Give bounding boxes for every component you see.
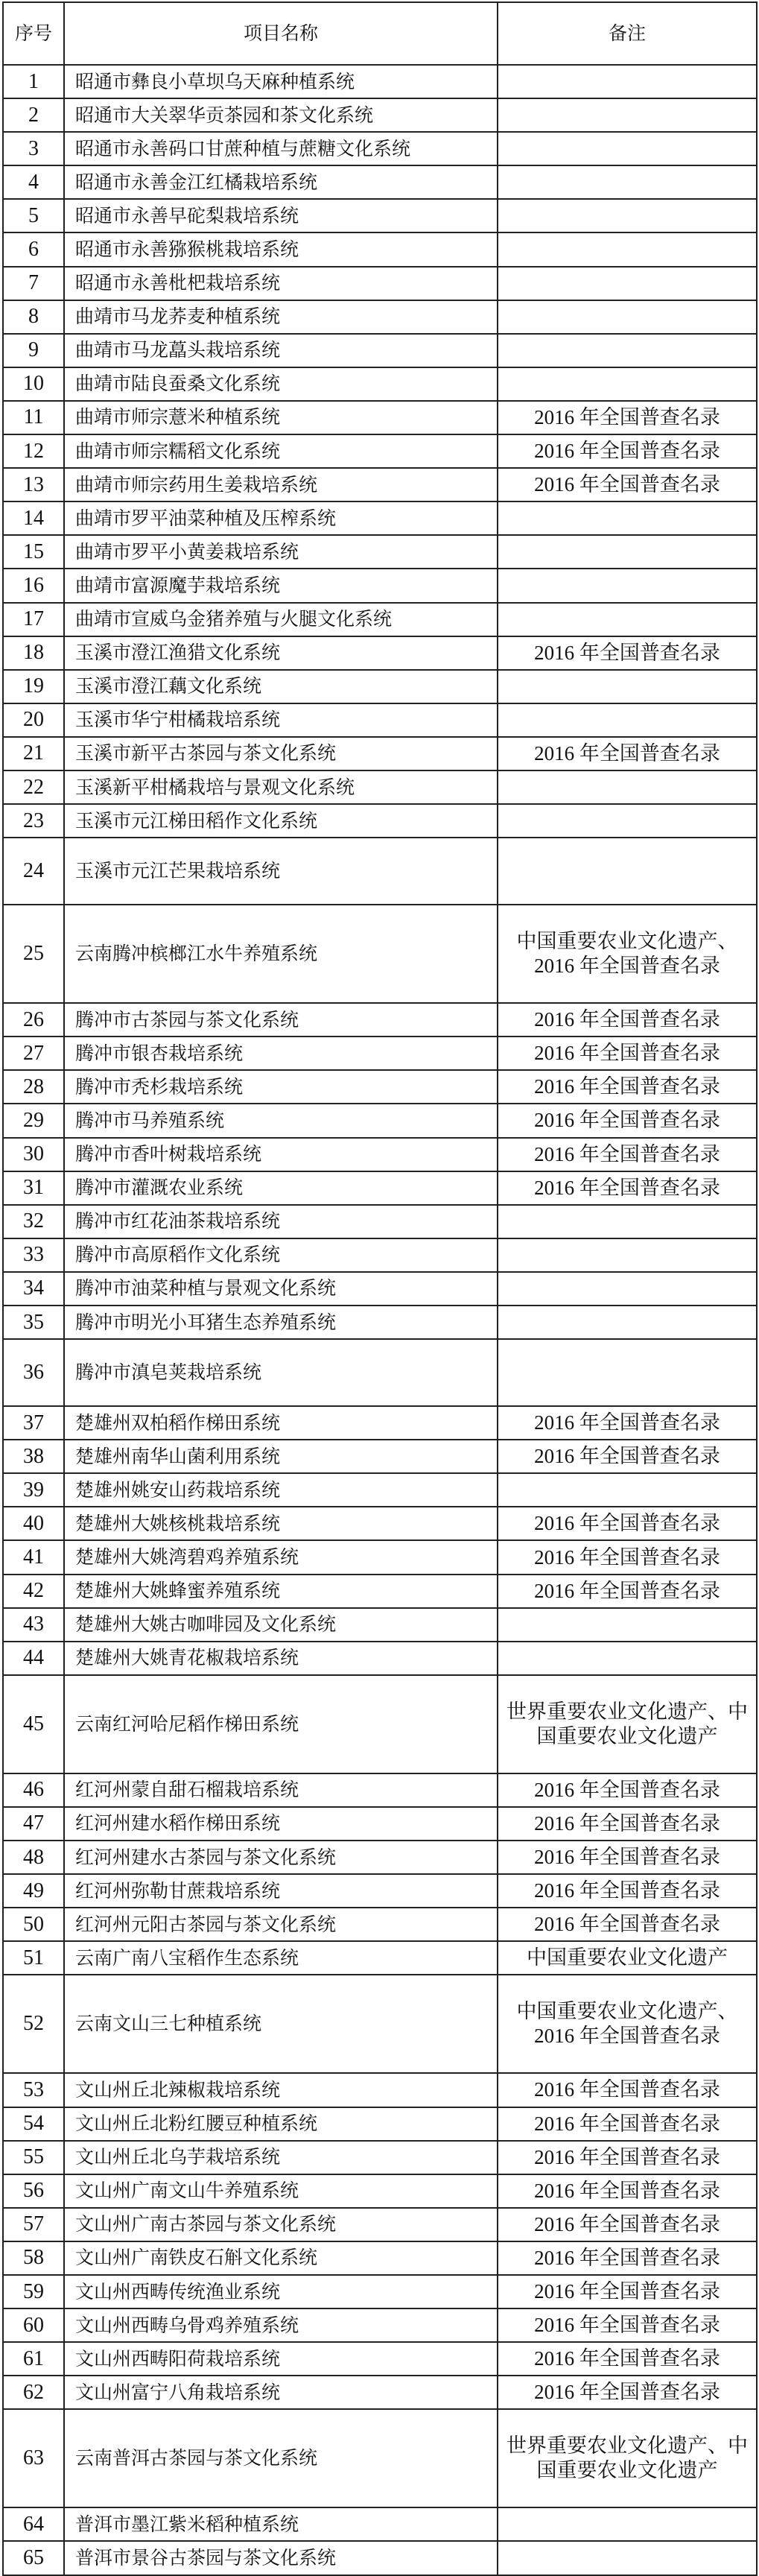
row-number: 32	[3, 1205, 64, 1238]
remark: 2016 年全国普查名录	[498, 1003, 757, 1037]
row-number: 2	[3, 98, 64, 132]
remark: 2016 年全国普查名录	[498, 1540, 757, 1574]
remark: 中国重要农业文化遗产	[498, 1941, 757, 1975]
remark: 2016 年全国普查名录	[498, 1507, 757, 1540]
remark: 2016 年全国普查名录	[498, 1807, 757, 1841]
remark	[498, 1272, 757, 1306]
row-number: 4	[3, 165, 64, 199]
project-name: 腾冲市香叶树栽培系统	[64, 1138, 498, 1171]
table-row	[3, 199, 757, 232]
remark: 2016 年全国普查名录	[498, 1138, 757, 1171]
project-name: 玉溪新平柑橘栽培与景观文化系统	[64, 770, 498, 804]
table-row	[3, 468, 757, 501]
project-name: 文山州丘北乌芋栽培系统	[64, 2141, 498, 2174]
remark: 2016 年全国普查名录	[498, 2141, 757, 2174]
remark	[498, 670, 757, 703]
remark: 2016 年全国普查名录	[498, 2241, 757, 2275]
row-number: 59	[3, 2275, 64, 2308]
row-number: 25	[3, 905, 64, 1003]
remark: 2016 年全国普查名录	[498, 1171, 757, 1205]
project-name: 云南腾冲槟榔江水牛养殖系统	[64, 905, 498, 1003]
row-number: 42	[3, 1575, 64, 1608]
row-number: 33	[3, 1238, 64, 1272]
table-row	[3, 670, 757, 703]
project-name: 文山州丘北辣椒栽培系统	[64, 2073, 498, 2107]
remark: 2016 年全国普查名录	[498, 468, 757, 501]
remark	[498, 1205, 757, 1238]
row-number: 27	[3, 1037, 64, 1070]
row-number: 24	[3, 838, 64, 905]
row-number: 28	[3, 1070, 64, 1104]
project-name: 普洱市墨江紫米稻种植系统	[64, 2507, 498, 2541]
table-row	[3, 1003, 757, 1037]
row-number: 34	[3, 1272, 64, 1306]
project-name: 昭通市永善枇杷栽培系统	[64, 267, 498, 300]
row-number: 22	[3, 770, 64, 804]
table-row	[3, 1975, 757, 2073]
table-row	[3, 2541, 757, 2575]
project-name: 玉溪市澄江藕文化系统	[64, 670, 498, 703]
project-name: 腾冲市马养殖系统	[64, 1104, 498, 1137]
project-name: 曲靖市师宗糯稻文化系统	[64, 434, 498, 468]
table-row	[3, 2208, 757, 2241]
remark	[498, 535, 757, 569]
project-name: 曲靖市师宗薏米种植系统	[64, 401, 498, 434]
remark	[498, 703, 757, 737]
row-number: 7	[3, 267, 64, 300]
remark: 2016 年全国普查名录	[498, 1406, 757, 1440]
row-number: 8	[3, 300, 64, 334]
row-number: 13	[3, 468, 64, 501]
row-number: 45	[3, 1675, 64, 1773]
row-number: 9	[3, 334, 64, 367]
project-name: 玉溪市元江芒果栽培系统	[64, 838, 498, 905]
project-name: 腾冲市明光小耳猪生态养殖系统	[64, 1306, 498, 1339]
remark	[498, 199, 757, 232]
row-number: 62	[3, 2376, 64, 2409]
table-row	[3, 1675, 757, 1773]
project-name: 玉溪市元江梯田稻作文化系统	[64, 804, 498, 838]
remark	[498, 2507, 757, 2541]
row-number: 16	[3, 569, 64, 602]
project-name: 楚雄州大姚古咖啡园及文化系统	[64, 1608, 498, 1642]
row-number: 60	[3, 2308, 64, 2342]
table-row	[3, 535, 757, 569]
row-number: 15	[3, 535, 64, 569]
project-name: 楚雄州双柏稻作梯田系统	[64, 1406, 498, 1440]
remark	[498, 367, 757, 401]
table-row	[3, 2275, 757, 2308]
project-name: 楚雄州姚安山药栽培系统	[64, 1473, 498, 1507]
table-row	[3, 1608, 757, 1642]
row-number: 52	[3, 1975, 64, 2073]
table-row	[3, 232, 757, 266]
row-number: 41	[3, 1540, 64, 1574]
project-name: 昭通市永善码口甘蔗种植与蔗糖文化系统	[64, 132, 498, 165]
table-row	[3, 2376, 757, 2409]
table-row	[3, 1406, 757, 1440]
table-row	[3, 98, 757, 132]
remark	[498, 232, 757, 266]
table-row	[3, 1238, 757, 1272]
table-row	[3, 1440, 757, 1473]
table-row	[3, 703, 757, 737]
table-row	[3, 2107, 757, 2141]
remark: 2016 年全国普查名录	[498, 2174, 757, 2208]
row-number: 29	[3, 1104, 64, 1137]
table-row	[3, 1306, 757, 1339]
row-number: 12	[3, 434, 64, 468]
remark	[498, 2541, 757, 2575]
table-row	[3, 501, 757, 535]
remark: 2016 年全国普查名录	[498, 2208, 757, 2241]
table-row	[3, 2342, 757, 2376]
remark	[498, 1339, 757, 1406]
remark: 世界重要农业文化遗产、中国重要农业文化遗产	[498, 2409, 757, 2507]
remark: 2016 年全国普查名录	[498, 2073, 757, 2107]
row-number: 58	[3, 2241, 64, 2275]
row-number: 14	[3, 501, 64, 535]
table-row	[3, 334, 757, 367]
project-name: 云南红河哈尼稻作梯田系统	[64, 1675, 498, 1773]
remark	[498, 165, 757, 199]
remark	[498, 300, 757, 334]
remark: 2016 年全国普查名录	[498, 2308, 757, 2342]
row-number: 6	[3, 232, 64, 266]
remark: 中国重要农业文化遗产、2016 年全国普查名录	[498, 905, 757, 1003]
project-name: 腾冲市灌溉农业系统	[64, 1171, 498, 1205]
row-number: 51	[3, 1941, 64, 1975]
remark	[498, 267, 757, 300]
remark: 2016 年全国普查名录	[498, 2275, 757, 2308]
remark: 2016 年全国普查名录	[498, 2342, 757, 2376]
remark	[498, 1306, 757, 1339]
row-number: 19	[3, 670, 64, 703]
row-number: 18	[3, 636, 64, 670]
table-row	[3, 2241, 757, 2275]
project-name: 曲靖市罗平油菜种植及压榨系统	[64, 501, 498, 535]
table-header	[3, 2, 757, 65]
header-row	[3, 2, 757, 65]
row-number: 49	[3, 1874, 64, 1908]
project-name: 红河州建水稻作梯田系统	[64, 1807, 498, 1841]
row-number: 35	[3, 1306, 64, 1339]
project-name: 曲靖市马龙荞麦种植系统	[64, 300, 498, 334]
remark	[498, 132, 757, 165]
table-row	[3, 1473, 757, 1507]
table-row	[3, 737, 757, 770]
heritage-table	[2, 1, 758, 2576]
project-name: 腾冲市古茶园与茶文化系统	[64, 1003, 498, 1037]
table-row	[3, 1138, 757, 1171]
remark: 2016 年全国普查名录	[498, 2376, 757, 2409]
table-row	[3, 1908, 757, 1941]
table-row	[3, 1171, 757, 1205]
remark: 2016 年全国普查名录	[498, 401, 757, 434]
table-row	[3, 65, 757, 98]
table-row	[3, 905, 757, 1003]
project-name: 楚雄州大姚湾碧鸡养殖系统	[64, 1540, 498, 1574]
header-no: 序号	[3, 2, 64, 65]
row-number: 46	[3, 1773, 64, 1807]
row-number: 40	[3, 1507, 64, 1540]
remark: 2016 年全国普查名录	[498, 2107, 757, 2141]
remark: 2016 年全国普查名录	[498, 1037, 757, 1070]
row-number: 53	[3, 2073, 64, 2107]
row-number: 50	[3, 1908, 64, 1941]
row-number: 56	[3, 2174, 64, 2208]
table-row	[3, 2507, 757, 2541]
table-row	[3, 2073, 757, 2107]
row-number: 61	[3, 2342, 64, 2376]
row-number: 30	[3, 1138, 64, 1171]
table-row	[3, 838, 757, 905]
table-row	[3, 1205, 757, 1238]
table-row	[3, 1540, 757, 1574]
project-name: 腾冲市秃杉栽培系统	[64, 1070, 498, 1104]
table-row	[3, 1507, 757, 1540]
project-name: 昭通市永善金江红橘栽培系统	[64, 165, 498, 199]
project-name: 文山州西畴乌骨鸡养殖系统	[64, 2308, 498, 2342]
remark	[498, 1473, 757, 1507]
remark: 2016 年全国普查名录	[498, 434, 757, 468]
row-number: 31	[3, 1171, 64, 1205]
project-name: 曲靖市师宗药用生姜栽培系统	[64, 468, 498, 501]
project-name: 昭通市大关翠华贡茶园和茶文化系统	[64, 98, 498, 132]
table-row	[3, 2308, 757, 2342]
project-name: 红河州建水古茶园与茶文化系统	[64, 1841, 498, 1874]
project-name: 曲靖市陆良蚕桑文化系统	[64, 367, 498, 401]
project-name: 腾冲市银杏栽培系统	[64, 1037, 498, 1070]
remark	[498, 1608, 757, 1642]
table-row	[3, 165, 757, 199]
remark	[498, 65, 757, 98]
table-row	[3, 367, 757, 401]
project-name: 红河州元阳古茶园与茶文化系统	[64, 1908, 498, 1941]
project-name: 腾冲市油菜种植与景观文化系统	[64, 1272, 498, 1306]
table-row	[3, 1037, 757, 1070]
table-row	[3, 1773, 757, 1807]
project-name: 玉溪市华宁柑橘栽培系统	[64, 703, 498, 737]
remark: 2016 年全国普查名录	[498, 1773, 757, 1807]
project-name: 文山州广南铁皮石斛文化系统	[64, 2241, 498, 2275]
remark	[498, 603, 757, 636]
table-row	[3, 770, 757, 804]
project-name: 红河州弥勒甘蔗栽培系统	[64, 1874, 498, 1908]
row-number: 38	[3, 1440, 64, 1473]
project-name: 楚雄州大姚青花椒栽培系统	[64, 1642, 498, 1675]
project-name: 曲靖市罗平小黄姜栽培系统	[64, 535, 498, 569]
remark: 2016 年全国普查名录	[498, 1874, 757, 1908]
row-number: 64	[3, 2507, 64, 2541]
table-row	[3, 804, 757, 838]
remark	[498, 501, 757, 535]
row-number: 10	[3, 367, 64, 401]
row-number: 11	[3, 401, 64, 434]
project-name: 腾冲市红花油茶栽培系统	[64, 1205, 498, 1238]
table-row	[3, 603, 757, 636]
project-name: 昭通市永善早砣梨栽培系统	[64, 199, 498, 232]
project-name: 楚雄州大姚蜂蜜养殖系统	[64, 1575, 498, 1608]
table-row	[3, 1642, 757, 1675]
table-row	[3, 2141, 757, 2174]
table-row	[3, 636, 757, 670]
row-number: 63	[3, 2409, 64, 2507]
table-row	[3, 1575, 757, 1608]
table-row	[3, 1104, 757, 1137]
table-row	[3, 267, 757, 300]
row-number: 21	[3, 737, 64, 770]
remark	[498, 804, 757, 838]
row-number: 17	[3, 603, 64, 636]
row-number: 3	[3, 132, 64, 165]
project-name: 腾冲市高原稻作文化系统	[64, 1238, 498, 1272]
project-name: 曲靖市富源魔芋栽培系统	[64, 569, 498, 602]
project-name: 文山州西畴传统渔业系统	[64, 2275, 498, 2308]
project-name: 文山州广南文山牛养殖系统	[64, 2174, 498, 2208]
remark	[498, 838, 757, 905]
project-name: 曲靖市宣威乌金猪养殖与火腿文化系统	[64, 603, 498, 636]
project-name: 楚雄州南华山菌利用系统	[64, 1440, 498, 1473]
remark: 2016 年全国普查名录	[498, 636, 757, 670]
remark	[498, 98, 757, 132]
table-row	[3, 1807, 757, 1841]
project-name: 文山州富宁八角栽培系统	[64, 2376, 498, 2409]
row-number: 26	[3, 1003, 64, 1037]
project-name: 红河州蒙自甜石榴栽培系统	[64, 1773, 498, 1807]
remark: 2016 年全国普查名录	[498, 1908, 757, 1941]
remark	[498, 1238, 757, 1272]
table-row	[3, 434, 757, 468]
row-number: 44	[3, 1642, 64, 1675]
row-number: 43	[3, 1608, 64, 1642]
project-name: 昭通市永善猕猴桃栽培系统	[64, 232, 498, 266]
project-name: 腾冲市滇皂荚栽培系统	[64, 1339, 498, 1406]
row-number: 37	[3, 1406, 64, 1440]
project-name: 云南广南八宝稻作生态系统	[64, 1941, 498, 1975]
header-name: 项目名称	[64, 2, 498, 65]
remark: 2016 年全国普查名录	[498, 1070, 757, 1104]
project-name: 玉溪市澄江渔猎文化系统	[64, 636, 498, 670]
row-number: 47	[3, 1807, 64, 1841]
table-row	[3, 1941, 757, 1975]
project-name: 文山州西畴阳荷栽培系统	[64, 2342, 498, 2376]
table-body	[3, 65, 757, 2575]
project-name: 文山州广南古茶园与茶文化系统	[64, 2208, 498, 2241]
table-row	[3, 401, 757, 434]
row-number: 39	[3, 1473, 64, 1507]
remark	[498, 770, 757, 804]
row-number: 1	[3, 65, 64, 98]
table-row	[3, 300, 757, 334]
table-row	[3, 2409, 757, 2507]
project-name: 楚雄州大姚核桃栽培系统	[64, 1507, 498, 1540]
table-row	[3, 2174, 757, 2208]
project-name: 云南文山三七种植系统	[64, 1975, 498, 2073]
remark	[498, 569, 757, 602]
row-number: 23	[3, 804, 64, 838]
remark	[498, 334, 757, 367]
remark	[498, 1642, 757, 1675]
row-number: 48	[3, 1841, 64, 1874]
row-number: 65	[3, 2541, 64, 2575]
row-number: 54	[3, 2107, 64, 2141]
table-row	[3, 569, 757, 602]
remark: 世界重要农业文化遗产、中国重要农业文化遗产	[498, 1675, 757, 1773]
remark: 2016 年全国普查名录	[498, 1841, 757, 1874]
table-row	[3, 1070, 757, 1104]
row-number: 55	[3, 2141, 64, 2174]
project-name: 曲靖市马龙藠头栽培系统	[64, 334, 498, 367]
remark: 2016 年全国普查名录	[498, 1104, 757, 1137]
remark: 2016 年全国普查名录	[498, 737, 757, 770]
table-row	[3, 1874, 757, 1908]
row-number: 57	[3, 2208, 64, 2241]
remark: 中国重要农业文化遗产、2016 年全国普查名录	[498, 1975, 757, 2073]
project-name: 昭通市彝良小草坝乌天麻种植系统	[64, 65, 498, 98]
table-row	[3, 1339, 757, 1406]
header-note: 备注	[498, 2, 757, 65]
table-row	[3, 1272, 757, 1306]
project-name: 文山州丘北粉红腰豆种植系统	[64, 2107, 498, 2141]
row-number: 5	[3, 199, 64, 232]
table-row	[3, 1841, 757, 1874]
table-row	[3, 132, 757, 165]
project-name: 普洱市景谷古茶园与茶文化系统	[64, 2541, 498, 2575]
project-name: 云南普洱古茶园与茶文化系统	[64, 2409, 498, 2507]
remark: 2016 年全国普查名录	[498, 1575, 757, 1608]
remark: 2016 年全国普查名录	[498, 1440, 757, 1473]
row-number: 36	[3, 1339, 64, 1406]
project-name: 玉溪市新平古茶园与茶文化系统	[64, 737, 498, 770]
row-number: 20	[3, 703, 64, 737]
